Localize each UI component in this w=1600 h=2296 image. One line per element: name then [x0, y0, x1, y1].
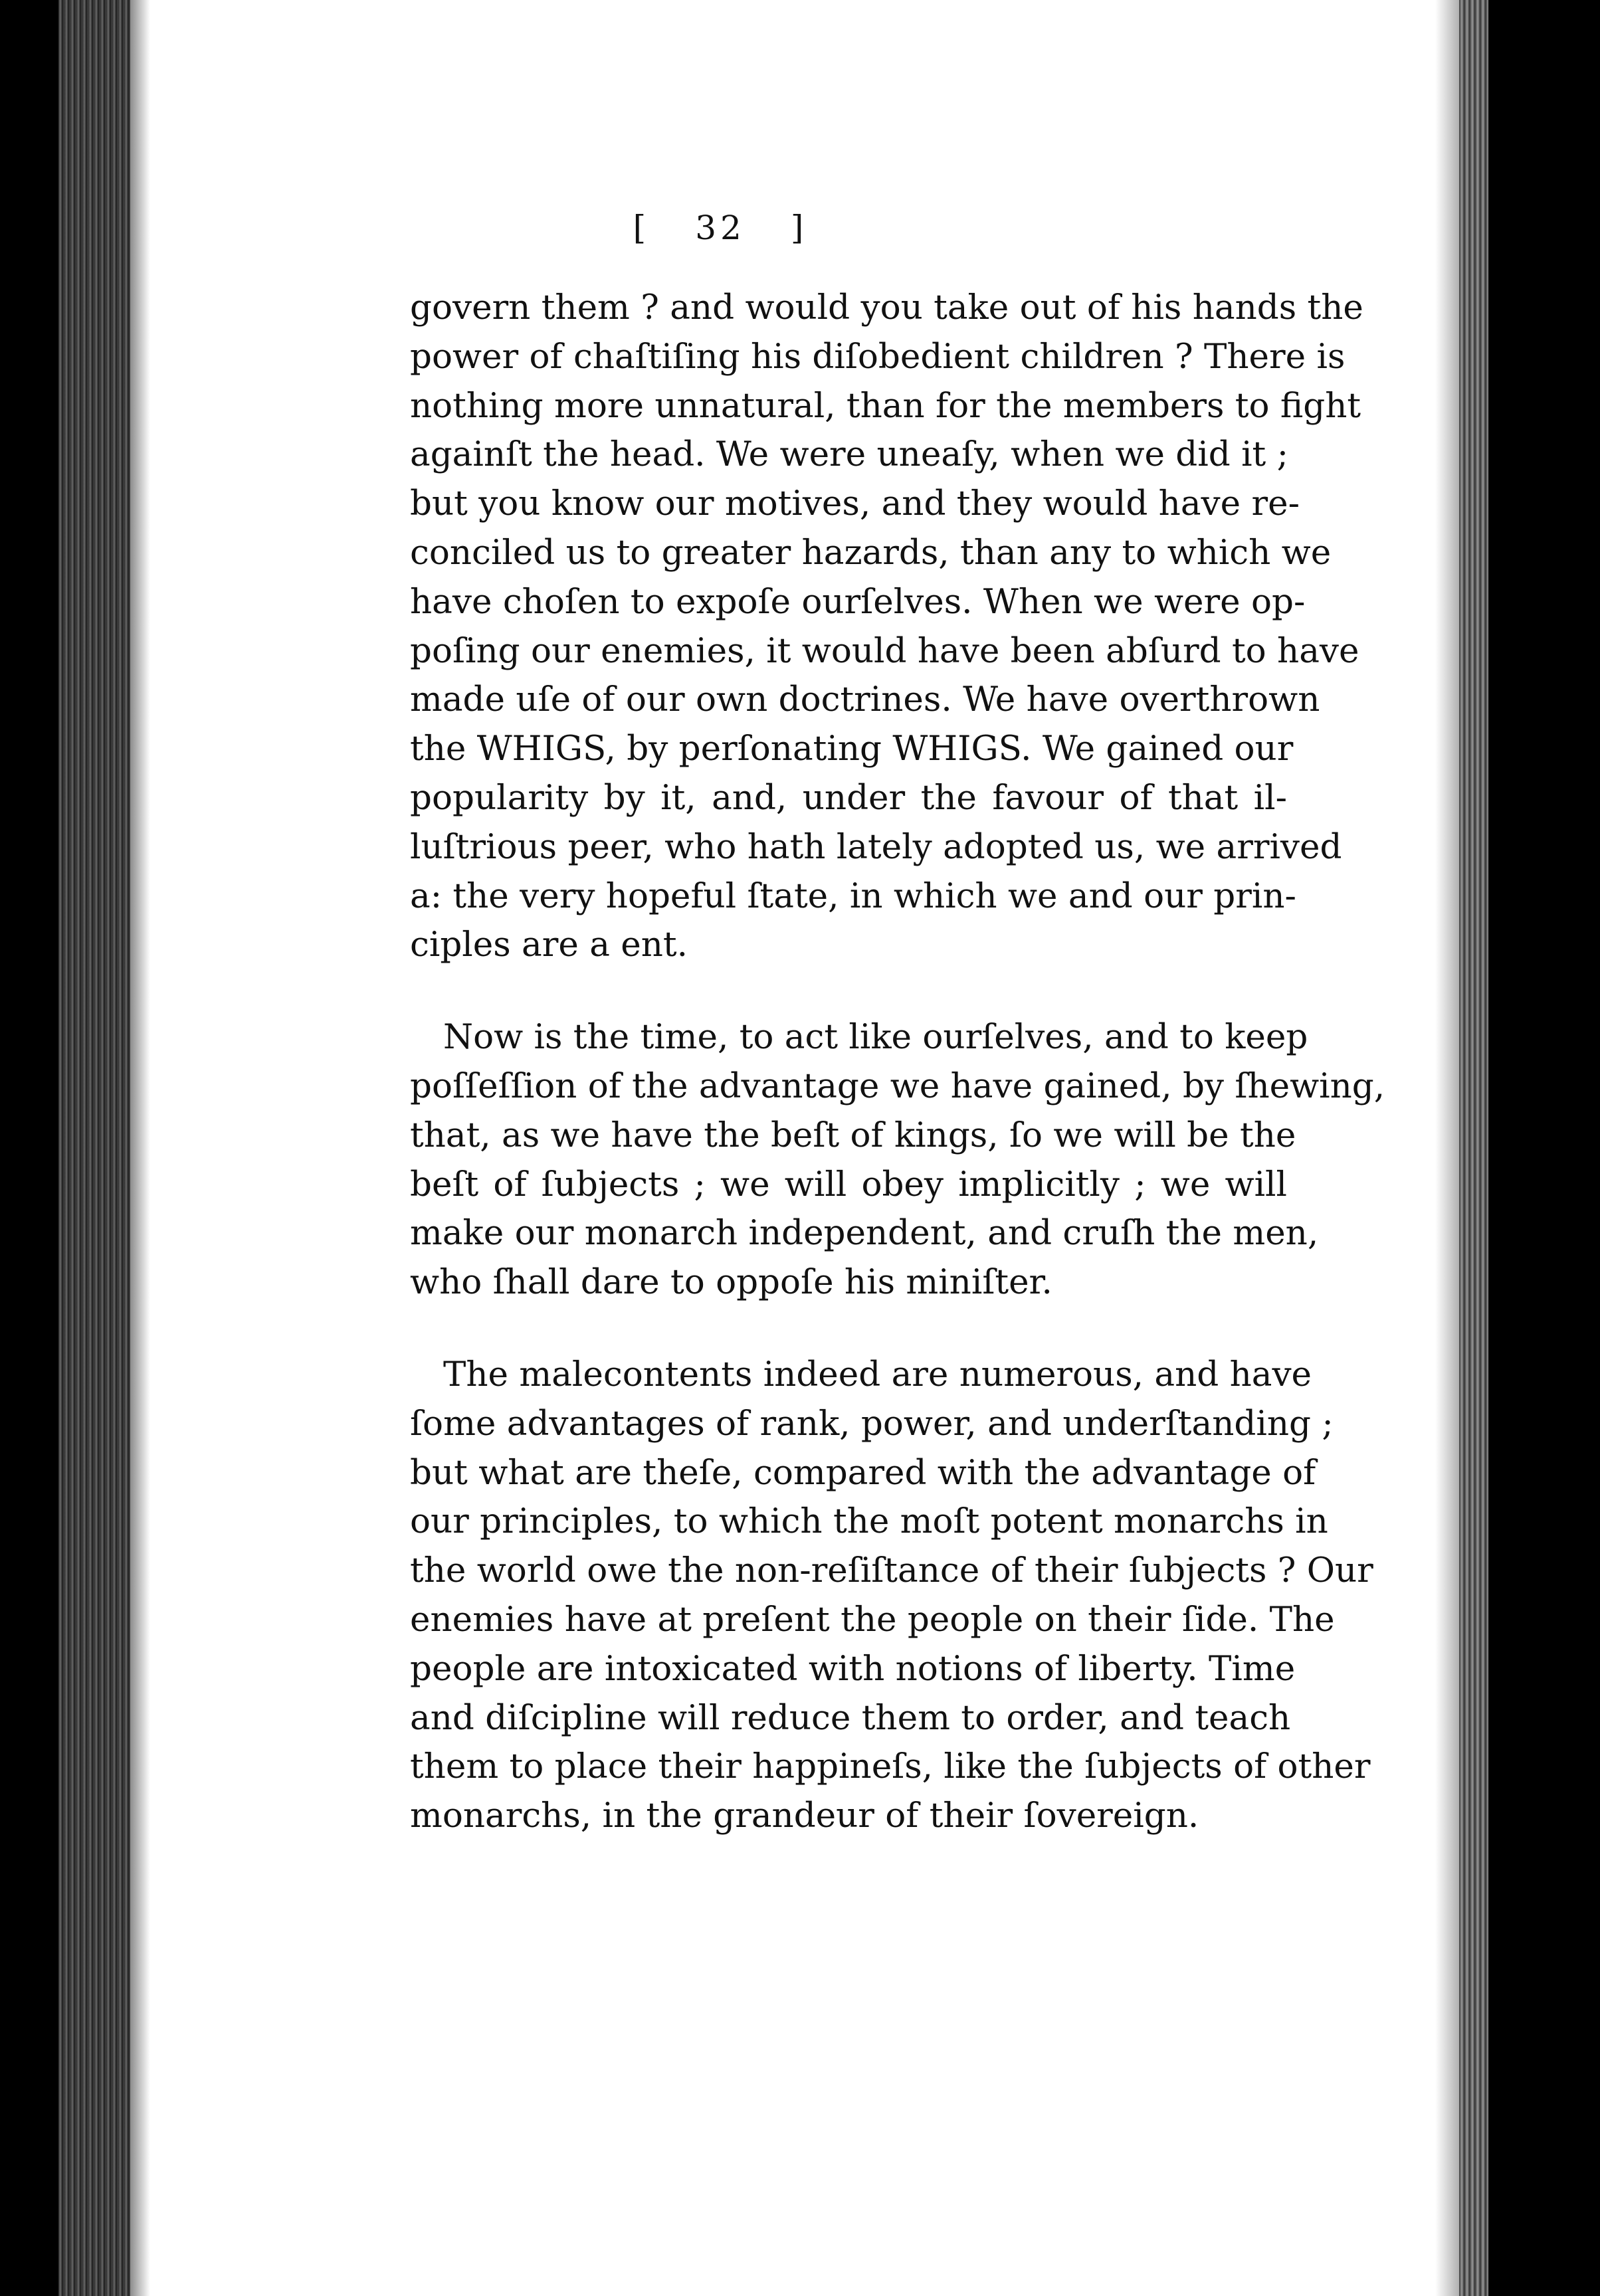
text-line: govern them ? and would you take out of his hands the [410, 288, 1363, 328]
text-line: poſing our enemies, it would have been abſurd to have [410, 630, 1359, 671]
text-line: them to place their happineſs, like the ſubjects of other [410, 1747, 1371, 1787]
text-line: a: the very hopeful ſtate, in which we and our prin- [410, 876, 1296, 916]
text-line: enemies have at preſent the people on their ſide. The [410, 1599, 1335, 1640]
text-line: make our monarch independent, and cruſh the men, [410, 1213, 1319, 1254]
paragraph-1 [410, 284, 1363, 970]
gutter-shadow [130, 0, 150, 2296]
text-line: that, as we have the beſt of kings, ſo we will be the [410, 1115, 1296, 1155]
text-line: but what are theſe, compared with the advantage of [410, 1452, 1316, 1493]
text-line: the world owe the non-reſiſtance of their ſubjects ? Our [410, 1551, 1373, 1591]
text-line: luſtrious peer, who hath lately adopted us, we arrived [410, 826, 1342, 867]
text-line: power of chaſtiſing his diſobedient children ? There is [410, 336, 1346, 377]
book-page-stack-right [1459, 0, 1492, 2296]
paragraph-3 [410, 1351, 1373, 1841]
left-bracket: [ [633, 209, 650, 247]
right-bracket: ] [790, 209, 808, 247]
scan-right-border [1488, 0, 1600, 2296]
text-line: conciled us to greater hazards, than any to which we [410, 532, 1332, 573]
text-line: againſt the head. We were uneaſy, when we did it ; [410, 434, 1288, 475]
text-line: who ſhall dare to oppoſe his miniſter. [410, 1262, 1052, 1303]
right-edge-shadow [1435, 0, 1459, 2296]
text-line: popularity by it, and, under the favour of that il- [410, 777, 1287, 818]
text-line: our principles, to which the moſt potent monarchs in [410, 1501, 1328, 1542]
text-line: and diſcipline will reduce them to order, and teach [410, 1697, 1291, 1738]
text-line: monarchs, in the grandeur of their ſovereign. [410, 1796, 1199, 1836]
text-line: ciples are a ent. [410, 925, 688, 965]
text-line: made uſe of our own doctrines. We have overthrown [410, 680, 1320, 720]
page-number: 32 [695, 209, 746, 247]
text-line: but you know our motives, and they would have re- [410, 484, 1300, 524]
text-line: Now is the time, to act like ourſelves, and to keep [443, 1017, 1308, 1058]
text-line: poſſeſſion of the advantage we have gained, by ſhewing, [410, 1066, 1385, 1106]
text-line: nothing more unnatural, than for the members to fight [410, 385, 1361, 426]
page-number-header [0, 209, 1520, 247]
text-line: people are intoxicated with notions of liberty. Time [410, 1648, 1296, 1689]
text-line: beſt of ſubjects ; we will obey implicitly ; we will [410, 1164, 1287, 1204]
text-line: ſome advantages of rank, power, and underſtanding ; [410, 1403, 1334, 1444]
text-line: the WHIGS, by perſonating WHIGS. We gained our [410, 729, 1294, 769]
text-line: The malecontents indeed are numerous, and have [443, 1354, 1312, 1394]
paragraph-2 [410, 1013, 1385, 1307]
body-text [410, 284, 1385, 1841]
book-page-stack-left [58, 0, 130, 2296]
text-line: have choſen to expoſe ourſelves. When we were op- [410, 581, 1306, 622]
